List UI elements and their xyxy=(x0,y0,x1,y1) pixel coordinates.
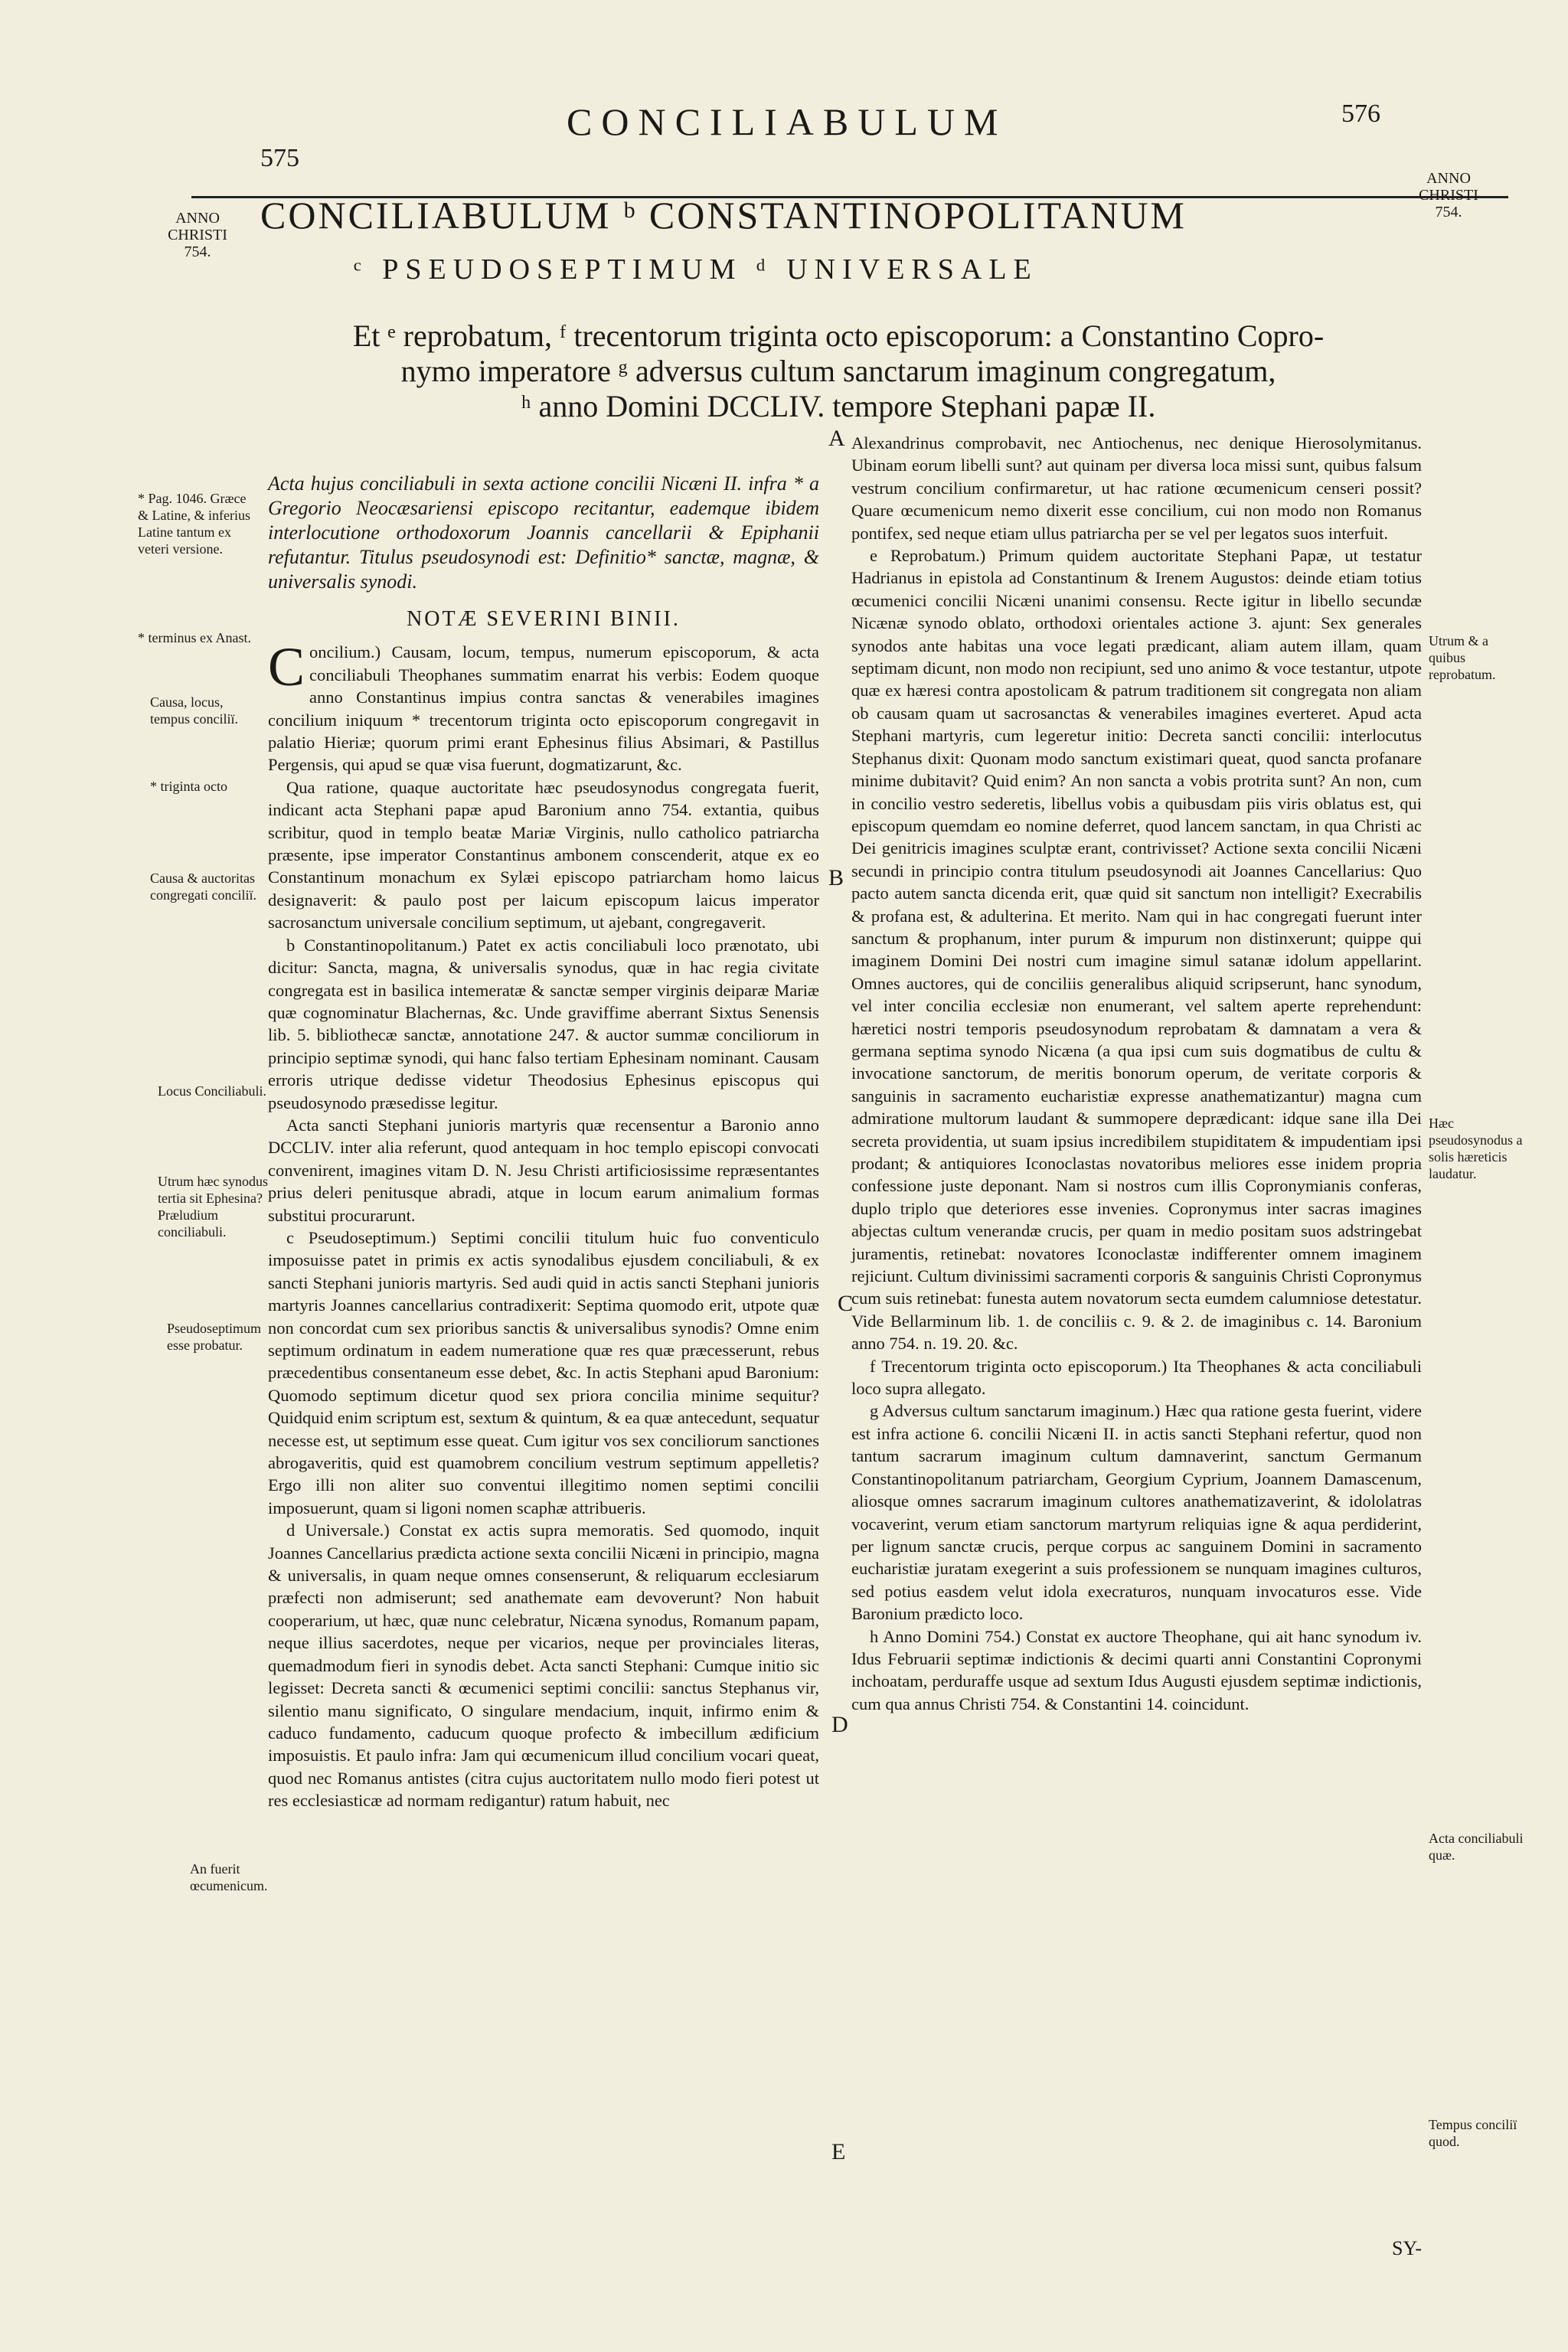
note-paragraph: Acta sancti Stephani junioris martyris quæ recensentur a Baronio anno DCCLIV. inter alia referunt, quod antequam in hoc templo episcopi convocati convenirent, imagines vitam D. N. Jesu Christi artificiosissime repræsentantes prius deleri penitusque abradi, atque in locum earum animalium formas substitui procurarunt. xyxy=(268,1115,819,1225)
anno-label: ANNO xyxy=(175,210,220,227)
note-paragraph: Qua ratione, quaque auctoritate hæc pseudosynodus congregata fuerit, indicant acta Stephani papæ apud Baronium anno 754. extantia, quibus scribitur, quod in templo beatæ Mariæ Virginis, nullo catholico patriarcha præsente, ipse imperator Constantinus ambonem conscenderit, atque ex eo Constantinum monachum ex Sylæi episcopo patriarcham homo laicus designaverit: & paulo post per laicum episcopum laicus imperator sacrosanctum universale concilium septimum, ut ajebant, congregaverit. xyxy=(268,777,819,933)
margin-note: Hæc pseudosynodus a solis hæreticis laudatur. xyxy=(1429,1116,1523,1181)
title-description-line: nymo imperatore ᵍ adversus cultum sanctarum imaginum congregatum, xyxy=(400,354,1276,388)
anno-christi-left xyxy=(159,210,236,260)
christi-label: CHRISTI xyxy=(1419,187,1478,204)
title-description xyxy=(253,318,1424,424)
sub-title: ᶜ PSEUDOSEPTIMUM ᵈ UNIVERSALE xyxy=(354,253,1038,286)
margin-note: * terminus ex Anast. xyxy=(138,630,251,645)
margin-note: Pseudoseptimum esse probatur. xyxy=(167,1321,262,1353)
margin-note: Locus Conciliabuli. xyxy=(158,1083,266,1099)
left-column xyxy=(268,472,819,1812)
main-title: CONCILIABULUM ᵇ CONSTANTINOPOLITANUM xyxy=(260,194,1187,237)
notes-heading: NOTÆ SEVERINI BINII. xyxy=(407,607,681,631)
margin-note: * Pag. 1046. Græce & Latine, & inferius Latine tantum ex veteri versione. xyxy=(138,491,250,557)
section-letter: D xyxy=(831,1712,848,1737)
margin-note: Utrum & a quibus reprobatum. xyxy=(1429,633,1496,682)
note-paragraph: g Adversus cultum sanctarum imaginum.) Hæc qua ratione gesta fuerint, videre est infra actione 6. concilii Nicæni II. in actis sancti Stephani refertur, quod non tantum sacrarum imaginum cultum damnaverint, sanctum Germanum Constantinopolitanum patriarcham, Georgium Cyprium, Joannem Damascenum, aliosque omnes sacrarum imaginum cultores anathematizaverint, & idololatras vocaverint, verum etiam sanctorum martyrum reliquias igne & aqua perdiderint, per lignum sanctæ crucis, perque corpus ac sanguinem Domini in sacramento eucharistiæ juratam exegerint a suis professionem se nunquam imagines culturos, sed potius easdem velut idola execraturos, nunquam invocaturos esse. Vide Baronium prædicto loco. xyxy=(851,1401,1422,1624)
title-description-line: Et ᵉ reprobatum, ᶠ trecentorum triginta octo episcoporum: a Constantino Copro- xyxy=(352,318,1325,353)
catchword: SY- xyxy=(1392,2237,1423,2259)
note-text: oncilium.) Causam, locum, tempus, numerum episcoporum, & acta conciliabuli Theophanes summatim enarrat his verbis: Eodem quoque anno Constantinus impius contra sanctas & venerabiles imagines concilium iniquum * trecentorum triginta octo episcoporum congregavit in palatio Hieriæ; quorum primi erant Ephesinus filius Absimari, & Pastillus Pergensis, qui apud se quæ visa fuerunt, dogmatizarunt, &c. xyxy=(268,642,819,775)
note-paragraph: Alexandrinus comprobavit, nec Antiochenus, nec denique Hierosolymitanus. Ubinam eorum libelli sunt? aut quinam per diversa loca missi sunt, quibus falsum vestrum concilium confirmaretur, ut hac ratione œcumenicum censeri possit? Quare œcumenicum nemo dixerit esse concilium, cui non modo non Romanus pontifex, sed neque etiam ullus patriarcha per se vel per legatos suos interfuit. xyxy=(851,433,1422,543)
section-letter: C xyxy=(838,1291,854,1316)
section-letter: A xyxy=(828,426,845,451)
page-number-left: 575 xyxy=(260,144,299,172)
note-paragraph: b Constantinopolitanum.) Patet ex actis conciliabuli loco prænotato, ubi dicitur: Sancta, magna, & universalis synodus, quæ in hac regia civitate congregata est in basilica intemeratæ & sanctæ semper virginis deiparæ Mariæ quæ cognominatur Blachernas, &c. Unde graviffime aberrant Sixtus Senensis lib. 5. bibliothecæ sanctæ, annotatione 247. & auctor summæ conciliorum in principio septimæ synodi, qui hanc falso tertiam Ephesinam nominant. Causam erroris utrique dedisse videtur Theodosius Ephesinus episcopus qui pseudosynodo præsedisse legitur. xyxy=(268,935,819,1112)
section-letter: E xyxy=(831,2139,846,2164)
title-description-line: ʰ anno Domini DCCLIV. tempore Stephani papæ II. xyxy=(521,389,1156,423)
note-paragraph: c Pseudoseptimum.) Septimi concilii titulum huic fuo conventiculo imposuisse patet in primis ex actis synodalibus ejusdem conciliabuli, & ex sancti Stephani junioris martyris. Sed audi quid in actis sancti Stephani junioris martyris Joannes cancellarius contradixerit: Septima quomodo erit, utpote quæ non concordat cum sex prioribus sanctis & universalibus synodis? Omne enim septimum ordinatum in eadem numeratione quæ res quæ præcesserunt, rebus præcedentibus consentaneum esse debet, &c. In actis Stephani apud Baronium: Quomodo septimum dicetur quod sex priora concilia minime sequitur? Quidquid enim scriptum est, sextum & quintum, & ea quæ antecedunt, sequatur necesse est, ut septimum esse queat. Cum igitur vos sex conciliorum sanctiones abrogaveritis, quid est quamobrem concilium vestrum septimum appelletis? Ergo illi non aliter suo conventui illegitimo nomen septimi concilii imposuerunt, quam si ligoni nomen scaphæ attribueris. xyxy=(268,1227,819,1517)
note-paragraph: d Universale.) Constat ex actis supra memoratis. Sed quomodo, inquit Joannes Cancellarius prædicta actione sexta concilii Nicæni in principio, magna & universalis, in quam neque omnes consenserunt, & reliquarum ecclesiarum præfecti non admiserunt; sed anathemate eam devoverunt? Non habuit cooperarium, ut hæc, quæ nunc celebratur, Nicæna synodus, Romanum papam, neque illius sacerdotes, neque per vicarios, neque per provinciales literas, quemadmodum fieri in synodis debet. Acta sancti Stephani: Cumque initio sic legisset: Decreta sancti & œcumenici septimi concilii: sanctus Stephanus vir, silentio manu significato, O singulare mendacium, inquit, infirmo enim & caduco fundamento, caducum quoque profecto & imbecillum ædificium imposuistis. Et paulo infra: Jam qui œcumenicum illud concilium vocari queat, quod nec Romanus antistes (citra cujus auctoritatem nullo modo fieri potest ut res ecclesiasticæ ad normam redigantur) ratum habuit, nec xyxy=(268,1521,819,1811)
note-paragraph xyxy=(268,636,819,776)
year-label: 754. xyxy=(184,243,211,260)
page-number-right: 576 xyxy=(1341,100,1380,128)
margin-note: Utrum hæc synodus tertia sit Ephesina? Præludium conciliabuli. xyxy=(158,1174,268,1240)
year-label: 754. xyxy=(1435,204,1462,220)
note-paragraph: e Reprobatum.) Primum quidem auctoritate Stephani Papæ, ut testatur Hadrianus in epistola ad Constantinum & Irenem Augustos: deinde etiam totius œcumenici concilii Nicæni unanimi consensu. Recte igitur in libello secundæ Nicænæ synodo oblato, orthodoxi orientales actione 3. ajunt: Sex generales synodos ante habitas una voce legati prædicant, aliam autem illam, quam septimam dicunt, non modo non recipiunt, sed uno animo & voce testantur, utpote quæ ex hæresi contra apostolicam & patrum traditionem sit congregata non aliam ob causam quam ut sacrosanctas & venerabiles imagines everteret. Apud acta Stephani martyris, cum legeretur initio: Decreta sancti concilii: interlocutus Stephanus dixit: Quonam modo sanctum existimari queat, quod sancta profanare minime dubitavit? Quid enim? An non sancta a vobis protrita sunt? An non, cum in concilio vestro sederetis, libellus vobis a quibusdam piis viris oblatus est, qui episcopum quemdam eo nomine deferret, quod lancem sanctam, in qua Christi ac Dei genitricis imagines sculptæ erant, contrivisset? Actione sexta concilii Nicæni secundi in principio contra titulum pseudosynodi ait Joannes Cancellarius: Quo pacto autem sancta dicenda erit, quæ quid sit sanctum non intelligit? Execrabilis & profana est, & adulterina. Et merito. Nam qui in hac congregati fuerunt inter sanctum & prophanum, inter purum & impurum non distinxerunt; quippe qui imaginem Domini Dei nostri cum imagine simul satanæ idolum appellarint. Omnes auctores, qui de conciliis generalibus aliquid scripserunt, hanc synodum, vel inter concilia ecclesiæ non enumerant, vel saltem aperte reprehendunt: hæretici nostri temporis pseudosynodum reprobatam & damnatam a vera & germana septima synodo Nicæna (a qua ipsi cum suis dogmatibus de cultu & invocatione sanctorum, de meritis bonorum operum, de veritate corporis & sanguinis in sacramento eucharistiæ expresse anathematizantur) magna cum admiratione multorum laudant & summopere deprædicant: idque sane illa Dei secreta providentia, ut suam ipsius incredibilem stupiditatem & impudentiam ipsi prodant; & antiquiores Iconoclastas novatoribus meliores esse inidem propria confessione juste deponant. Nam si nostros cum illis Copronymianis conferas, duplo triplo que deteriores esse invenies. Copronymus inter sacras imagines abjectas cultum venerandæ crucis, per quam in medio positam suos adstringebat juramentis, retinebat: novatores Iconoclastæ indifferenter omnem imaginem rejiciunt. Cultum divinissimi sacramenti corporis & sanguinis Christi Copronymus cum suis retinebat: funesta autem novatorum secta eumdem calumniose detestatur. Vide Bellarminum lib. 1. de conciliis c. 9. & 2. de imaginibus c. 14. Baronium anno 754. n. 19. 20. &c. xyxy=(851,546,1422,1354)
running-title: CONCILIABULUM xyxy=(567,100,1008,143)
anno-christi-right xyxy=(1410,170,1487,220)
christi-label: CHRISTI xyxy=(168,227,227,243)
drop-cap: C xyxy=(268,636,305,698)
margin-note: Tempus conciliï quod. xyxy=(1429,2117,1517,2149)
margin-note: * triginta octo xyxy=(150,779,227,794)
margin-note: Acta conciliabuli quæ. xyxy=(1429,1831,1524,1863)
note-paragraph: f Trecentorum triginta octo episcoporum.) Ita Theophanes & acta conciliabuli loco supra allegato. xyxy=(851,1356,1422,1399)
section-letter: B xyxy=(828,865,844,890)
right-column xyxy=(851,432,1422,1715)
margin-note: Causa, locus, tempus conciliï. xyxy=(150,694,238,727)
anno-label: ANNO xyxy=(1426,170,1471,187)
margin-note: An fuerit œcumenicum. xyxy=(190,1861,268,1893)
intro-paragraph: Acta hujus conciliabuli in sexta actione concilii Nicæni II. infra * a Gregorio Neocæsariensi episcopo recitantur, eademque ibidem interlocutione orthodoxorum Joannis cancellarii & Epiphanii refutantur. Titulus pseudosynodi est: Definitio* sanctæ, magnæ, & universalis synodi. xyxy=(268,472,819,593)
note-paragraph: h Anno Domini 754.) Constat ex auctore Theophane, qui ait hanc synodum iv. Idus Februarii septimæ indictionis & decimi quarti anni Constantini Copronymi inchoatam, perduraffe usque ad sextum Idus Augusti ejusdem septimæ indictionis, cum qua annus Christi 754. & Constantini 14. coincidunt. xyxy=(851,1626,1422,1713)
margin-note: Causa & auctoritas congregati conciliï. xyxy=(150,871,256,903)
